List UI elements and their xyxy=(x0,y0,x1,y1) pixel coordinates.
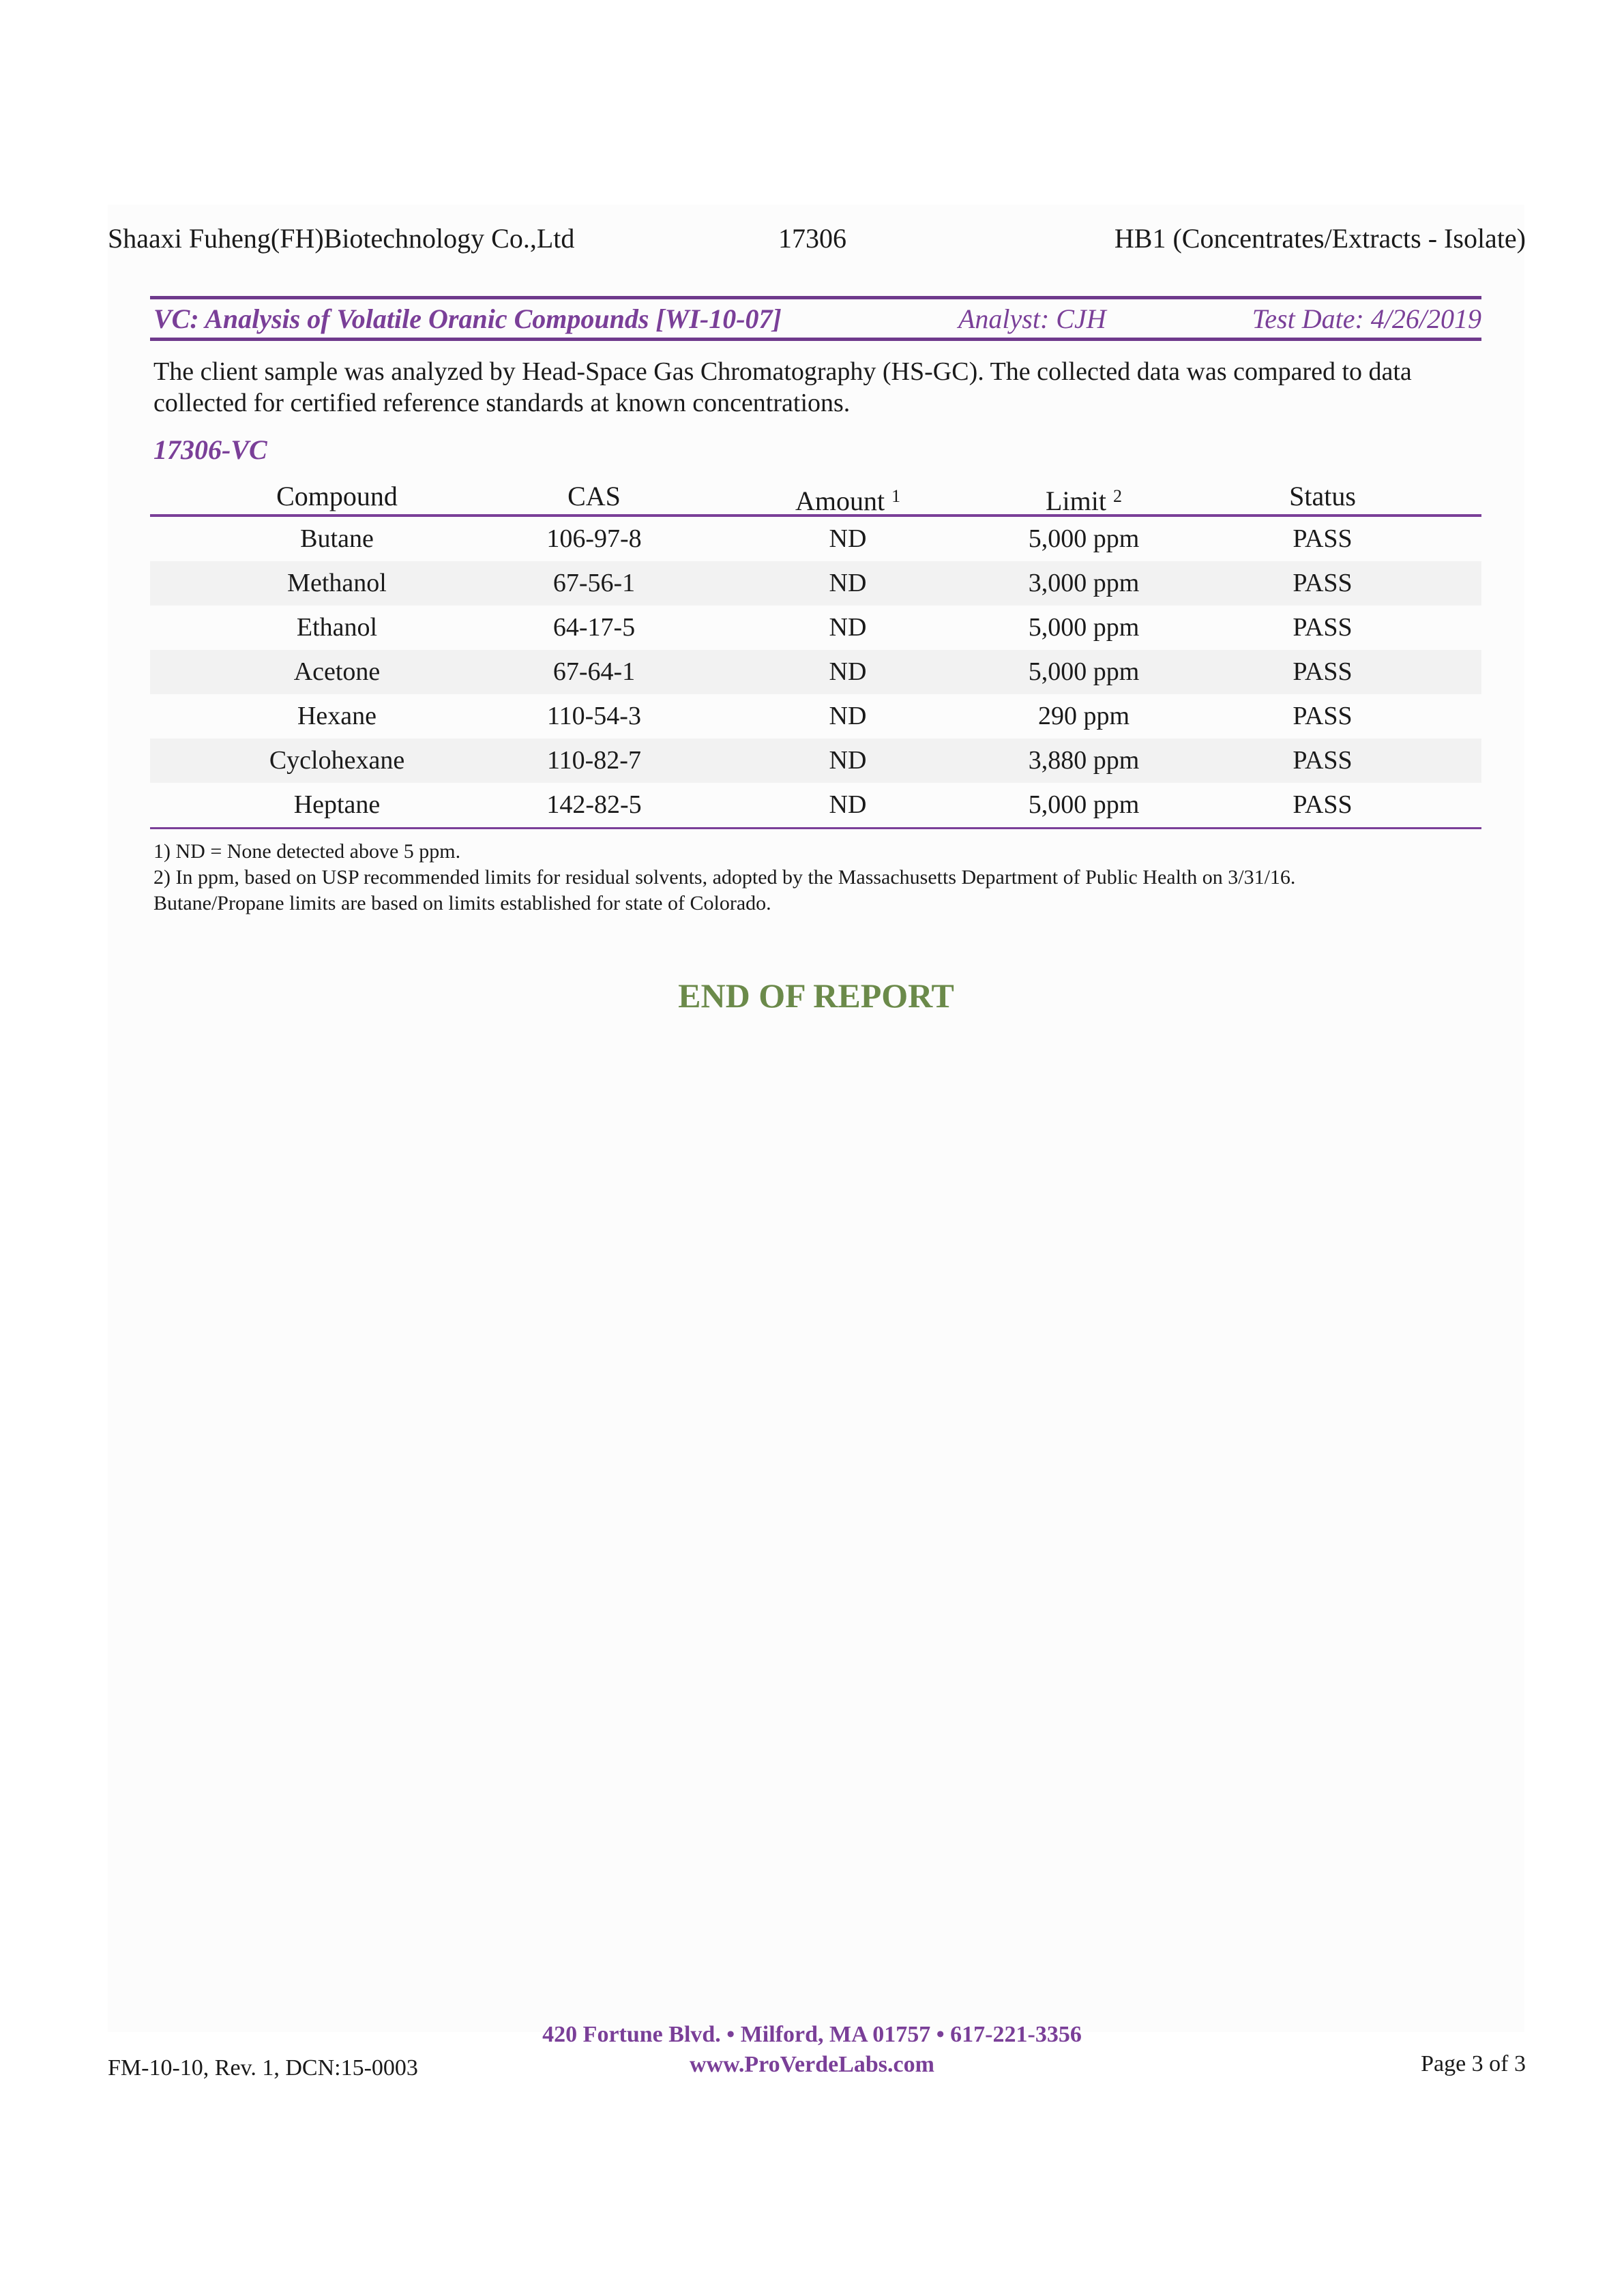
status-cell: PASS xyxy=(1293,569,1353,597)
footnote-2: 2) In ppm, based on USP recommended limits for residual solvents, adopted by the Massachusetts Department of Public Health on 3/31/16. xyxy=(153,866,1296,889)
page-number: Page 3 of 3 xyxy=(1421,2051,1526,2076)
col-header-compound: Compound xyxy=(276,481,398,511)
limit-cell: 3,880 ppm xyxy=(1028,746,1140,775)
amount-cell: ND xyxy=(829,702,867,730)
table-row xyxy=(150,517,1481,561)
limit-footnote-marker: 2 xyxy=(1112,486,1122,506)
status-cell: PASS xyxy=(1293,702,1353,730)
compound-cell: Acetone xyxy=(293,657,381,686)
sample-number: 17306 xyxy=(778,223,846,254)
compound-cell: Methanol xyxy=(287,569,387,597)
limit-cell: 5,000 ppm xyxy=(1028,524,1140,553)
cas-cell: 110-82-7 xyxy=(547,746,641,775)
amount-cell: ND xyxy=(829,746,867,775)
product-description: HB1 (Concentrates/Extracts - Isolate) xyxy=(1114,223,1526,254)
results-table xyxy=(150,479,1481,829)
test-date: Test Date: 4/26/2019 xyxy=(1252,303,1481,334)
cas-cell: 64-17-5 xyxy=(552,613,636,642)
compound-cell: Ethanol xyxy=(296,613,378,642)
sample-id: 17306-VC xyxy=(153,434,267,465)
method-description: The client sample was analyzed by Head-Space Gas Chromatography (HS-GC). The collected data was compared to data collected for certified reference standards at known concentrations. xyxy=(153,357,1412,417)
col-header-cas: CAS xyxy=(567,481,621,511)
amount-cell: ND xyxy=(829,790,867,819)
lab-address: 420 Fortune Blvd. • Milford, MA 01757 • 617-221-3356 xyxy=(542,2022,1082,2047)
table-header-row xyxy=(150,479,1481,517)
cas-cell: 142-82-5 xyxy=(546,790,642,819)
form-number: FM-10-10, Rev. 1, DCN:15-0003 xyxy=(108,2055,418,2081)
amount-cell: ND xyxy=(829,613,867,642)
table-bottom-rule xyxy=(150,827,1481,829)
cas-cell: 67-56-1 xyxy=(552,569,636,597)
status-cell: PASS xyxy=(1293,790,1353,819)
amount-cell: ND xyxy=(829,657,867,686)
col-header-limit xyxy=(947,479,1220,519)
status-cell: PASS xyxy=(1293,524,1353,553)
limit-cell: 5,000 ppm xyxy=(1028,613,1140,642)
end-of-report xyxy=(0,975,1624,1016)
section-top-rule xyxy=(150,296,1481,299)
end-of-report-label: END OF REPORT xyxy=(678,976,954,1015)
limit-cell: 3,000 ppm xyxy=(1028,569,1140,597)
compound-cell: Butane xyxy=(300,524,374,553)
compound-cell: Cyclohexane xyxy=(269,746,405,775)
status-cell: PASS xyxy=(1293,657,1353,686)
section-bottom-rule xyxy=(150,338,1481,341)
footnote-3: Butane/Propane limits are based on limits established for state of Colorado. xyxy=(153,892,771,914)
amount-footnote-marker: 1 xyxy=(891,486,901,506)
amount-header-label: Amount xyxy=(795,486,885,516)
compound-cell: Heptane xyxy=(293,790,381,819)
client-name: Shaaxi Fuheng(FH)Biotechnology Co.,Ltd xyxy=(108,223,575,254)
section-title: VC: Analysis of Volatile Oranic Compounds [WI-10-07] xyxy=(153,303,782,334)
amount-cell: ND xyxy=(829,524,867,553)
analyst-label: Analyst: CJH xyxy=(958,303,1106,334)
col-header-amount xyxy=(711,479,984,519)
limit-header-label: Limit xyxy=(1046,486,1106,516)
cas-cell: 106-97-8 xyxy=(546,524,642,553)
table-row xyxy=(150,694,1481,739)
table-row xyxy=(150,650,1481,694)
lab-website-link[interactable]: www.ProVerdeLabs.com xyxy=(690,2052,934,2077)
table-row xyxy=(150,783,1481,827)
lab-contact xyxy=(0,2020,1624,2080)
compound-cell: Hexane xyxy=(297,702,377,730)
footnote-1: 1) ND = None detected above 5 ppm. xyxy=(153,840,461,863)
limit-cell: 5,000 ppm xyxy=(1028,657,1140,686)
cas-cell: 110-54-3 xyxy=(547,702,641,730)
col-header-status: Status xyxy=(1289,481,1356,511)
table-row xyxy=(150,739,1481,783)
table-row xyxy=(150,606,1481,650)
status-cell: PASS xyxy=(1293,613,1353,642)
cas-cell: 67-64-1 xyxy=(552,657,636,686)
footnotes xyxy=(153,839,1295,916)
limit-cell: 5,000 ppm xyxy=(1028,790,1140,819)
limit-cell: 290 ppm xyxy=(1037,702,1130,730)
amount-cell: ND xyxy=(829,569,867,597)
table-row xyxy=(150,561,1481,606)
status-cell: PASS xyxy=(1293,746,1353,775)
